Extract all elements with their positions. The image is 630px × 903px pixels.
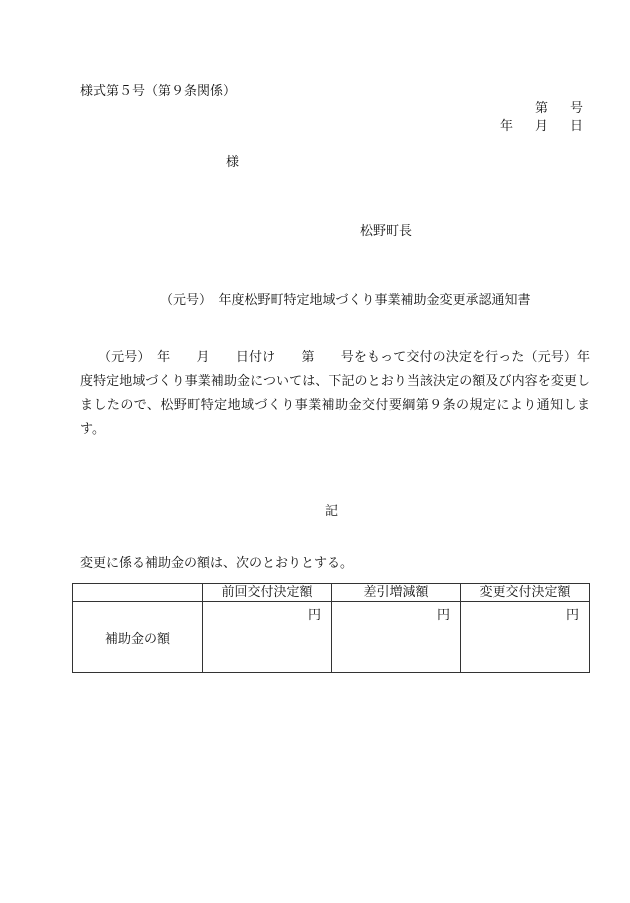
header-blank — [73, 584, 203, 602]
header-changed-amount: 変更交付決定額 — [461, 584, 590, 602]
table-row — [73, 602, 590, 673]
date-month: 月 — [534, 119, 548, 134]
number-suffix: 号 — [569, 101, 583, 116]
cell-changed-amount — [461, 602, 590, 673]
table-intro: 変更に係る補助金の額は、次のとおりとする。 — [80, 556, 354, 571]
unit-yen: 円 — [436, 608, 450, 623]
date-day: 日 — [569, 119, 583, 134]
addressee-honorific: 様 — [226, 155, 240, 170]
document-body: （元号） 年 月 日付け 第 号をもって交付の決定を行った（元号）年度特定地域づくり事業補助金については、下記のとおり当該決定の額及び内容を変更しましたので、松野町特定地域づくり事業補助金交付要綱第９条の規定により通知します。 — [80, 350, 590, 437]
table-header-row — [73, 584, 590, 602]
row-label-grant-amount: 補助金の額 — [73, 602, 203, 673]
grant-amount-table — [72, 583, 590, 673]
date-line — [500, 115, 583, 134]
document-title: （元号） 年度松野町特定地域づくり事業補助金変更承認通知書 — [160, 293, 531, 308]
number-prefix: 第 — [534, 101, 548, 116]
sender-name: 松野町長 — [360, 224, 413, 239]
header-difference: 差引増減額 — [332, 584, 461, 602]
cell-previous-amount — [203, 602, 332, 673]
unit-yen: 円 — [307, 608, 321, 623]
unit-yen: 円 — [565, 608, 579, 623]
cell-difference — [332, 602, 461, 673]
document-number-line — [535, 97, 583, 116]
date-year: 年 — [499, 119, 513, 134]
ki-heading: 記 — [325, 504, 339, 519]
form-label: 様式第５号（第９条関係） — [80, 84, 237, 99]
header-previous-amount: 前回交付決定額 — [203, 584, 332, 602]
